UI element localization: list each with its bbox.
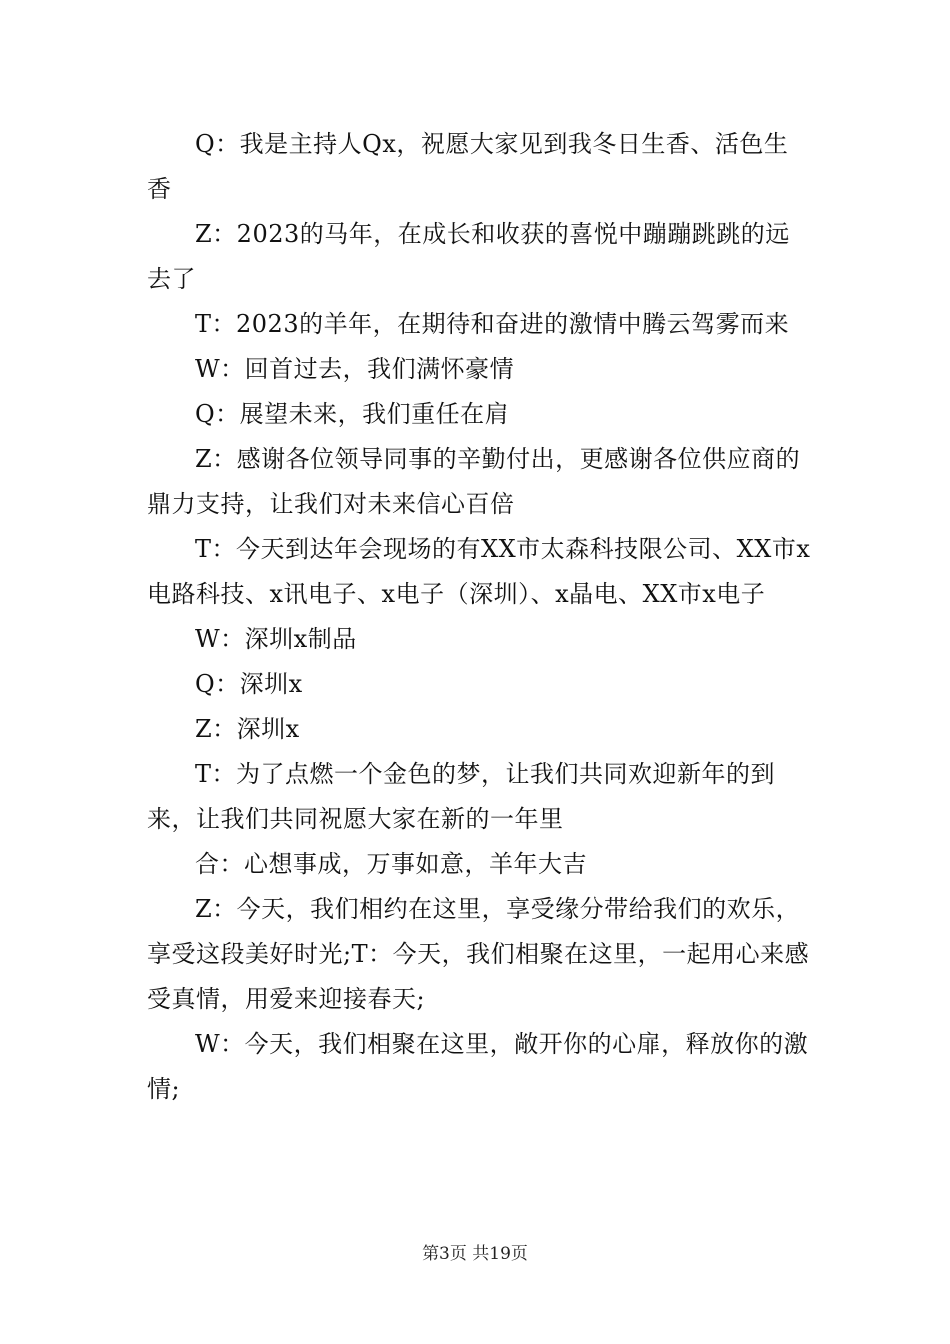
paragraph-6: Z：感谢各位领导同事的辛勤付出，更感谢各位供应商的鼎力支持，让我们对未来信心百倍 (147, 445, 801, 518)
paragraph-2: Z：2023的马年，在成长和收获的喜悦中蹦蹦跳跳的远去了 (147, 220, 790, 293)
paragraph-10: Z：深圳x (195, 715, 300, 743)
paragraph-1: Q：我是主持人Qx，祝愿大家见到我冬日生香、活色生香 (147, 130, 789, 203)
paragraph-4: W：回首过去，我们满怀豪情 (195, 355, 515, 383)
paragraph-14: W：今天，我们相聚在这里，敞开你的心扉，释放你的激情; (147, 1030, 809, 1103)
paragraph-3: T：2023的羊年，在期待和奋进的激情中腾云驾雾而来 (195, 310, 790, 338)
document-body (147, 122, 812, 1112)
paragraph-11: T：为了点燃一个金色的梦，让我们共同欢迎新年的到来，让我们共同祝愿大家在新的一年里 (147, 760, 776, 833)
paragraph-9: Q：深圳x (195, 670, 303, 698)
paragraph-13: Z：今天，我们相约在这里，享受缘分带给我们的欢乐，享受这段美好时光;T：今天，我们相聚在这里，一起用心来感受真情，用爱来迎接春天; (147, 895, 810, 1013)
paragraph-5: Q：展望未来，我们重任在肩 (195, 400, 510, 428)
paragraph-7: T：今天到达年会现场的有XX市太森科技限公司、XX市x电路科技、x讯电子、x电子（深圳）、x晶电、XX市x电子 (147, 535, 811, 608)
page-number-footer: 第3页 共19页 (422, 1244, 528, 1264)
paragraph-8: W：深圳x制品 (195, 625, 357, 653)
paragraph-12: 合：心想事成，万事如意，羊年大吉 (195, 850, 587, 878)
